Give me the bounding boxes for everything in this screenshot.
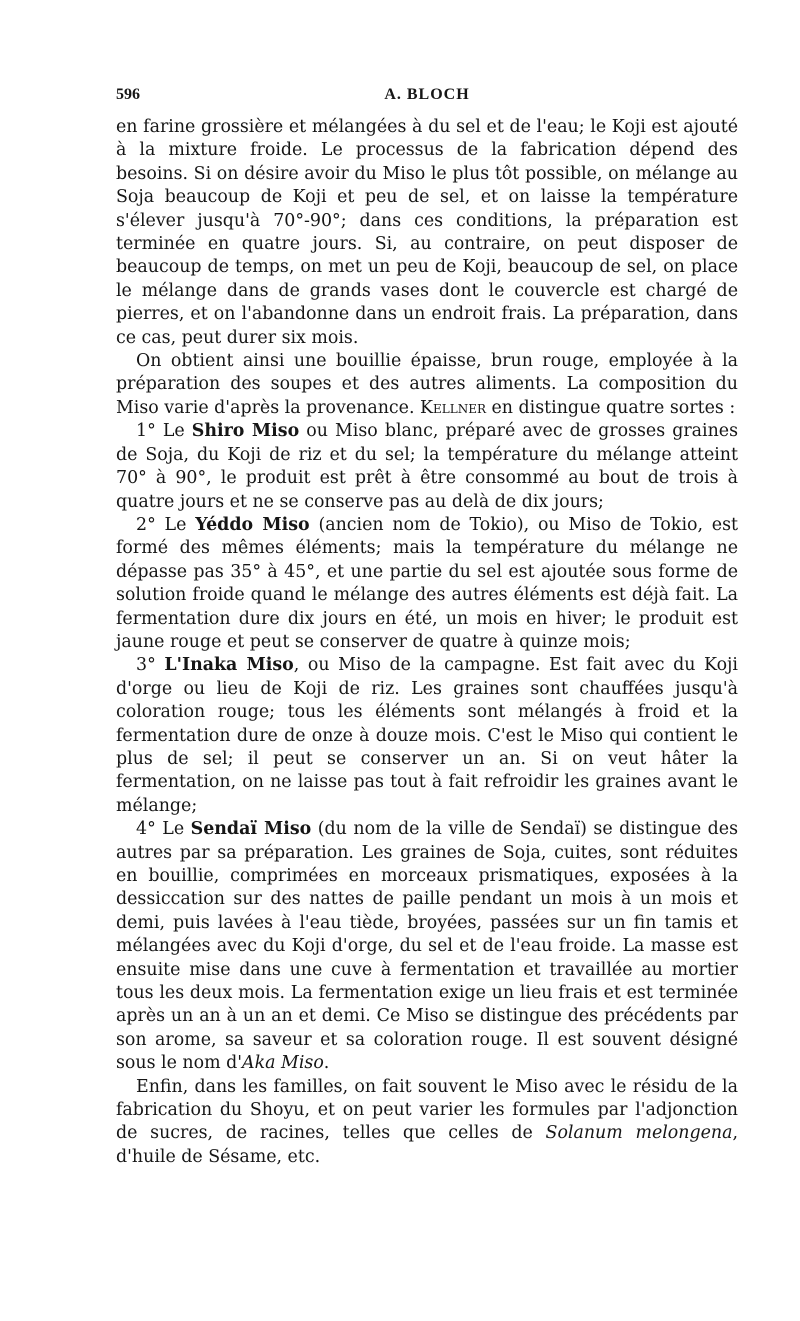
list-item-4-term: Sendaï Miso: [190, 819, 312, 840]
running-head: [116, 86, 738, 110]
species-name: Solanum melongena: [545, 1123, 733, 1144]
list-item-3-term: L'Inaka Miso: [164, 655, 294, 676]
paragraph-2-text-start: On obtient ainsi une bouillie épaisse, brun rouge, employée à la préparation des soupes et des autres aliments. La composition du Miso varie d'après la provenance.: [116, 351, 738, 418]
list-item-4-number: 4°: [136, 819, 156, 840]
list-item-4-text: (du nom de la ville de Sendaï) se distingue des autres par sa préparation. Les graines de Soja, cuites, sont réduites en bouillie, comprimées en morceaux prismatiques, exposées à la dessiccation sur des nattes de paille pendant un mois à un mois et demi, puis lavées à l'eau tiède, broyées, passées sur un fin tamis et mélangées avec du Koji d'orge, du sel et de l'eau froide. La masse est ensuite mise dans une cuve à fermentation et travaillée au mortier tous les deux mois. La fermentation exige un lieu frais et est terminée après un an à un an et demi. Ce Miso se distingue des précédents par son arome, sa saveur et sa coloration rouge. Il est souvent désigné sous le nom d': [116, 819, 739, 1074]
list-item-4-italic-name: Aka Miso: [242, 1053, 324, 1074]
list-item-3: [116, 654, 738, 818]
paragraph-1-text: en farine grossière et mélangées à du sel et de l'eau; le Koji est ajouté à la mixture froide. Le processus de la fabrication dépend des besoins. Si on désire avoir du Miso le plus tôt possible, on mélange au Soja beaucoup de Koji et peu de sel, et on laisse la température s'élever jusqu'à 70°-90°; dans ces conditions, la préparation est terminée en quatre jours. Si, au contraire, on peut disposer de beaucoup de temps, on met un peu de Koji, beaucoup de sel, on place le mélange dans de grands vases dont le couvercle est chargé de pierres, et on l'abandonne dans un endroit frais. La préparation, dans ce cas, peut durer six mois.: [116, 117, 738, 348]
list-item-2: 2° Le Yéddo Miso (ancien nom de Tokio), ou Miso de Tokio, est formé des mêmes éléments; mais la température du mélange ne dépasse pas 35° à 45°, et une partie du sel est ajoutée sous forme de solution froide quand le mélange des autres éléments est déjà fait. La fermentation dure dix jours en été, un mois en hiver; le produit est jaune rouge et peut se conserver de quatre à quinze mois;: [116, 514, 738, 652]
list-item-1-term: Shiro Miso: [191, 421, 300, 442]
list-item-1: 1° Le Shiro Miso ou Miso blanc, préparé avec de grosses graines de Soja, du Koji de riz et du sel; la température du mélange atteint 70° à 90°, le produit est prêt à être consommé au bout de trois à quatre jours et ne se conserve pas au delà de dix jours;: [116, 421, 739, 512]
paragraph-1: [116, 116, 738, 350]
paragraph-final-text-start: Enfin, dans les familles, on fait souvent le Miso avec le résidu de la fabrication du Shoyu, et on peut varier les formules par l'adjonction de sucres, de racines, telles que celles de: [116, 1076, 738, 1144]
paragraph-2-text-end: en distingue quatre sortes :: [485, 397, 736, 418]
list-item-3-text: , ou Miso de la campagne. Est fait avec du Koji d'orge ou lieu de Koji de riz. Les graines sont chauffées jusqu'à coloration rouge; tous les éléments sont mélangés à froid et la fermentation dure de onze à douze mois. C'est le Miso qui contient le plus de sel; il peut se conserver un an. Si on veut hâter la fermentation, on ne laisse pas tout à fait refroidir les graines avant le mélange;: [116, 655, 738, 816]
list-item-4: 4° Le Sendaï Miso (du nom de la ville de Sendaï) se distingue des autres par sa préparation. Les graines de Soja, cuites, sont réduites en bouillie, comprimées en morceaux prismatiques, exposées à la dessiccation sur des nattes de paille pendant un mois à un mois et demi, puis lavées à l'eau tiède, broyées, passées sur un fin tamis et mélangées avec du Koji d'orge, du sel et de l'eau froide. La masse est ensuite mise dans une cuve à fermentation et travaillée au mortier tous les deux mois. La fermentation exige un lieu frais et est terminée après un an à un an et demi. Ce Miso se distingue des précédents par son arome, sa saveur et sa coloration rouge. Il est souvent désigné sous le nom d'Aka Miso.: [116, 819, 739, 1074]
list-item-3-number: 3°: [136, 655, 156, 676]
list-item-1-text: ou Miso blanc, préparé avec de grosses graines de Soja, du Koji de riz et du sel; la température du mélange atteint 70° à 90°, le produit est prêt à être consommé au bout de trois à quatre jours et ne se conserve pas au delà de dix jours;: [116, 421, 739, 512]
list-item-2-term: Yéddo Miso: [195, 514, 310, 535]
page-number: 596: [116, 86, 140, 103]
list-item-2-text: (ancien nom de Tokio), ou Miso de Tokio, est formé des mêmes éléments; mais la température du mélange ne dépasse pas 35° à 45°, et une partie du sel est ajoutée sous forme de solution froide quand le mélange des autres éléments est déjà fait. La fermentation dure dix jours en été, un mois en hiver; le produit est jaune rouge et peut se conserver de quatre à quinze mois;: [116, 514, 738, 652]
cited-author: Kellner: [420, 397, 486, 418]
list-item-2-number: 2°: [136, 514, 156, 535]
running-head-author: A. BLOCH: [384, 86, 470, 103]
paragraph-final-text-end: , d'huile de Sésame, etc.: [116, 1123, 738, 1167]
paragraph-2: [116, 350, 738, 420]
list-item-4-end: .: [323, 1053, 330, 1074]
paragraph-final: [116, 1076, 738, 1170]
body-text: [116, 116, 738, 1169]
list-item-1-number: 1°: [136, 421, 156, 442]
